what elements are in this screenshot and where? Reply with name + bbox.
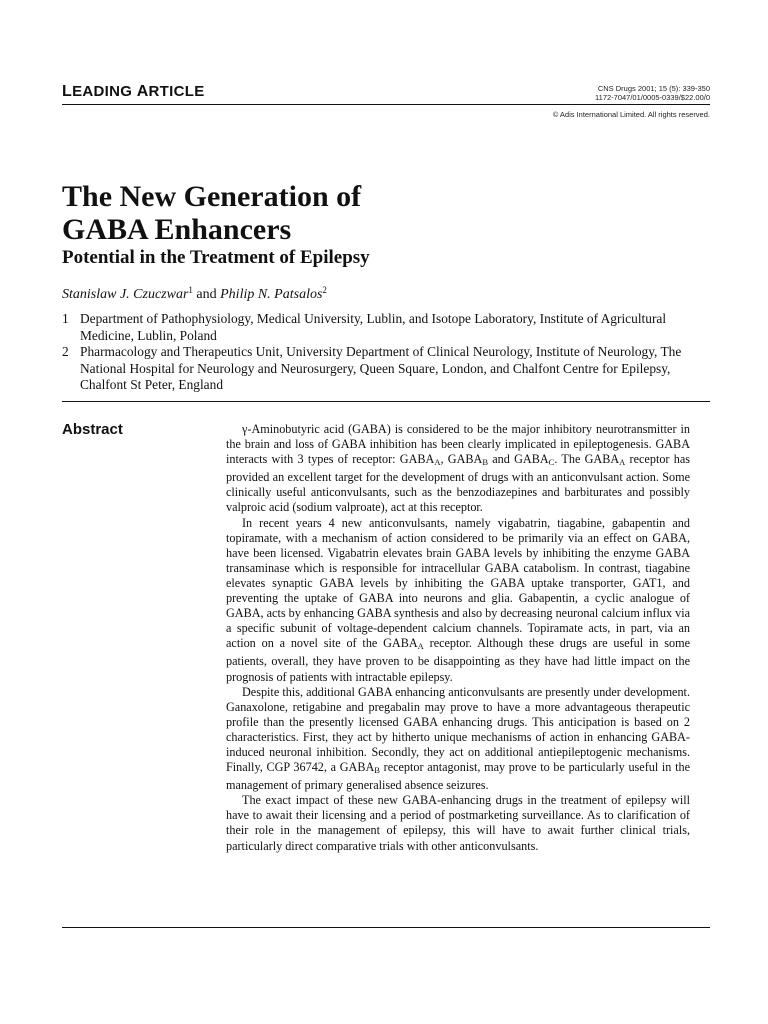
abstract-p1-text-e: receptor has provided an excellent target for the development of drugs with an anticonvulsant action. Some clinically useful anticonvulsants, such as the benzodiazepines and barbiturates and possibly valproic acid (sodium valproate), act at this receptor. bbox=[226, 452, 690, 515]
abstract-heading: Abstract bbox=[62, 421, 123, 438]
article-subtitle: Potential in the Treatment of Epilepsy bbox=[62, 247, 370, 268]
title-line-1: The New Generation of bbox=[62, 180, 362, 213]
abstract-bottom-rule bbox=[62, 927, 710, 928]
author-2-affiliation-marker: 2 bbox=[322, 285, 327, 295]
abstract-p2-text-a: In recent years 4 new anticonvulsants, namely vigabatrin, tiagabine, gabapentin and topiramate, with a mechanism of action considered to be primarily via an effect on GABA, have been licensed. Vigabatrin elevates brain GABA levels by inhibiting the enzyme GABA transaminase which is responsible for intracellular GABA catabolism. In contrast, tiagabine elevates synaptic GABA levels by inhibiting the GABA uptake transporter, GAT1, and preventing the uptake of GABA into neurons and glia. Gabapentin, a cyclic analogue of GABA, acts by enhancing GABA synthesis and also by decreasing neuronal calcium influx via a specific subunit of voltage-dependent calcium channels. Topiramate acts, in part, via an action on a novel site of the GABA bbox=[226, 515, 690, 651]
copyright-notice: © Adis International Limited. All rights reserved. bbox=[552, 110, 710, 119]
author-conjunction: and bbox=[192, 287, 221, 302]
journal-citation bbox=[595, 84, 710, 102]
journal-citation-line-2: 1172-7047/01/0005-0339/$22.00/0 bbox=[595, 93, 710, 102]
subscript-c: C bbox=[548, 457, 555, 468]
section-label-initial-2: A bbox=[136, 83, 149, 100]
subscript-a: A bbox=[417, 641, 424, 652]
subscript-a: A bbox=[434, 457, 441, 468]
abstract-p3-text-b: receptor antagonist, may prove to be particularly useful in the management of primary generalised absence seizures. bbox=[226, 760, 690, 793]
abstract-top-rule bbox=[62, 401, 710, 402]
abstract-paragraph-4: The exact impact of these new GABA-enhancing drugs in the treatment of epilepsy will have to await their licensing and a period of postmarketing surveillance. As to clarification of their role in the management of epilepsy, this will have to await further clinical trials, particularly direct comparative trials with other anticonvulsants. bbox=[226, 793, 690, 853]
subscript-b: B bbox=[482, 457, 488, 468]
journal-citation-line-1: CNS Drugs 2001; 15 (5): 339-350 bbox=[597, 84, 710, 93]
affiliation-2 bbox=[62, 344, 692, 394]
subscript-a: A bbox=[619, 457, 626, 468]
abstract-p1-text-c: and GABA bbox=[487, 452, 549, 467]
author-1: Stanislaw J. Czuczwar bbox=[62, 287, 189, 302]
section-label-rest-2: RTICLE bbox=[148, 83, 205, 100]
abstract-p3-text-a: Despite this, additional GABA enhancing anticonvulsants are presently under development. Ganaxolone, retigabine and pregabalin may prove to have a more advantageous therapeutic profile than the presently licensed GABA enhancing drugs. This anticipation is based on 2 characteristics. First, they act by hitherto unique mechanisms of action in enhancing GABA-induced neuronal inhibition. Secondly, they act on additional antiepileptogenic mechanisms. Finally, CGP 36742, a GABA bbox=[226, 684, 690, 775]
section-label bbox=[62, 83, 205, 101]
abstract-p1-text-b: , GABA bbox=[440, 452, 483, 467]
author-line bbox=[62, 285, 327, 303]
author-1-affiliation-marker: 1 bbox=[188, 285, 193, 295]
abstract-paragraph-2 bbox=[226, 516, 690, 685]
title-line-2: GABA Enhancers bbox=[62, 213, 292, 246]
abstract-paragraph-1 bbox=[226, 422, 690, 516]
section-label-initial-1: L bbox=[62, 83, 73, 100]
abstract-paragraph-3 bbox=[226, 685, 690, 794]
abstract-p1-text-a: γ-Aminobutyric acid (GABA) is considered to be the major inhibitory neurotransmitter in the brain and loss of GABA inhibition has been clearly implicated in epileptogenesis. GABA interacts with 3 types of receptor: GABA bbox=[226, 422, 690, 467]
abstract-p1-text-d: . The GABA bbox=[554, 452, 620, 467]
subscript-b: B bbox=[374, 765, 380, 776]
abstract-body bbox=[226, 422, 690, 854]
article-title bbox=[62, 180, 361, 246]
affiliation-text: Department of Pathophysiology, Medical University, Lublin, and Isotope Laboratory, Institute of Agricultural Medicine, Lublin, Poland bbox=[80, 311, 667, 343]
author-2: Philip N. Patsalos bbox=[220, 287, 323, 302]
affiliation-text: Pharmacology and Therapeutics Unit, University Department of Clinical Neurology, Institute of Neurology, The National Hospital for Neurology and Neurosurgery, Queen Square, London, and Chalfont Centre for Epilepsy, Chalfont St Peter, England bbox=[80, 344, 682, 392]
affiliation-1 bbox=[62, 311, 692, 344]
affiliation-number: 2 bbox=[62, 344, 69, 359]
abstract-p2-text-b: receptor. Although these drugs are useful in some patients, overall, they have proven to be disappointing as they have had little impact on the prognosis of patients with intractable epilepsy. bbox=[226, 636, 690, 684]
header-rule bbox=[62, 104, 710, 105]
affiliation-number: 1 bbox=[62, 311, 69, 326]
section-label-rest-1: EADING bbox=[72, 83, 137, 100]
